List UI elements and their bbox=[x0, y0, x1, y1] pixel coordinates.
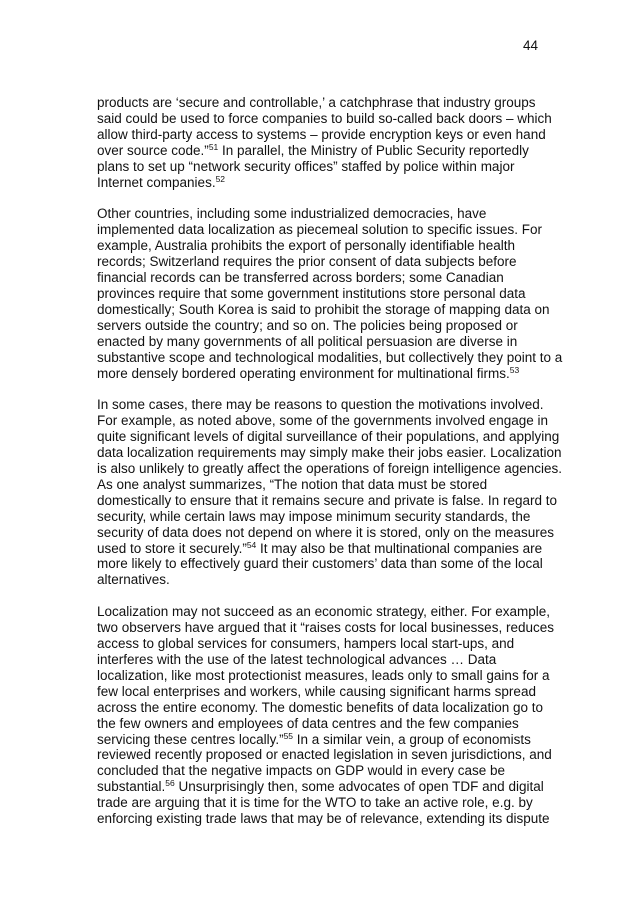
footnote-reference: 51 bbox=[208, 141, 219, 152]
text-run: access to global services for consumers, hampers local start-ups, and bbox=[97, 636, 515, 652]
text-run: quite significant levels of digital surveillance of their populations, and applying bbox=[97, 429, 560, 445]
text-run: trade are arguing that it is time for the WTO to take an active role, e.g. by bbox=[97, 795, 533, 811]
text-line bbox=[97, 286, 545, 302]
text-line bbox=[97, 413, 549, 429]
footnote-reference: 54 bbox=[246, 539, 257, 550]
text-line bbox=[97, 811, 550, 827]
text-run: plans to set up “network security offices” staffed by police within major bbox=[97, 158, 515, 174]
text-line bbox=[97, 110, 552, 127]
text-run: more likely to effectively guard their customers’ data than some of the local bbox=[97, 556, 543, 572]
text-line bbox=[97, 604, 550, 620]
footnote-reference: 53 bbox=[509, 364, 520, 375]
text-line bbox=[97, 492, 557, 509]
text-run: Other countries, including some industrialized democracies, have bbox=[97, 206, 487, 222]
text-line bbox=[97, 349, 563, 366]
text-run: is also unlikely to greatly affect the operations of foreign intelligence agencies. bbox=[97, 461, 563, 477]
text-line bbox=[97, 556, 545, 572]
text-run: example, Australia prohibits the export of personally identifiable health bbox=[97, 238, 515, 254]
text-run: It may also be that multinational companies are bbox=[256, 540, 543, 556]
paragraph bbox=[97, 95, 552, 190]
text-run: few local enterprises and workers, while causing significant harms spread bbox=[97, 683, 536, 699]
text-line bbox=[97, 334, 545, 350]
text-run: used to store it securely.” bbox=[97, 540, 247, 556]
text-line bbox=[97, 477, 545, 493]
text-line bbox=[97, 238, 545, 254]
text-run: Internet companies. bbox=[97, 174, 216, 190]
text-run: alternatives. bbox=[97, 572, 170, 588]
text-line bbox=[97, 763, 545, 779]
page-number: 44 bbox=[522, 38, 538, 53]
text-line bbox=[97, 779, 545, 795]
text-line bbox=[97, 667, 550, 684]
text-line bbox=[97, 143, 545, 159]
text-run: enacted by many governments of all political persuasion are diverse in bbox=[97, 333, 518, 349]
text-line bbox=[97, 366, 545, 382]
text-run: servicing these centres locally.” bbox=[97, 731, 284, 747]
text-line bbox=[97, 159, 545, 175]
text-run: data localization requirements may simply make their jobs easier. Localization bbox=[97, 445, 562, 461]
text-run: implemented data localization as piecemeal solution to specific issues. For bbox=[97, 222, 542, 238]
text-run: security, while certain laws may impose minimum security standards, the bbox=[97, 508, 531, 524]
text-run: reviewed recently proposed or enacted legislation in seven jurisdictions, and bbox=[97, 747, 552, 763]
text-run: the few owners and employees of data centres and the few companies bbox=[97, 715, 519, 731]
text-run: substantial. bbox=[97, 779, 166, 795]
text-run: Localization may not succeed as an economic strategy, either. For example, bbox=[97, 604, 550, 620]
text-run: said could be used to force companies to build so-called back doors – which bbox=[97, 110, 552, 126]
text-run: substantive scope and technological modalities, but collectively they point to a bbox=[97, 349, 563, 365]
text-line bbox=[97, 795, 545, 811]
text-run: provinces require that some government institutions store personal data bbox=[97, 285, 526, 301]
text-run: domestically to ensure that it remains secure and private is false. In regard to bbox=[97, 492, 557, 508]
body-text bbox=[97, 95, 563, 843]
text-line bbox=[97, 301, 550, 318]
text-line bbox=[97, 95, 545, 111]
text-run: concluded that the negative impacts on GDP would in every case be bbox=[97, 763, 505, 779]
text-run: In a similar vein, a group of economists bbox=[293, 731, 531, 747]
text-run: across the entire economy. The domestic benefits of data localization go to bbox=[97, 699, 544, 715]
text-run: For example, as noted above, some of the governments involved engage in bbox=[97, 413, 549, 429]
text-run: two observers have argued that it “raises costs for local businesses, reduces bbox=[97, 620, 554, 636]
footnote-reference: 56 bbox=[165, 778, 175, 789]
text-line bbox=[97, 175, 545, 191]
text-run: records; Switzerland requires the prior consent of data subjects before bbox=[97, 254, 517, 270]
text-line bbox=[97, 684, 545, 700]
text-run: allow third-party access to systems – provide encryption keys or even hand bbox=[97, 126, 546, 142]
text-run: interferes with the use of the latest technological advances … Data bbox=[97, 652, 497, 667]
text-line bbox=[97, 636, 545, 652]
text-line bbox=[97, 254, 545, 270]
text-run: over source code.” bbox=[97, 142, 209, 158]
text-run: security of data does not depend on where it is stored, only on the measures bbox=[97, 524, 555, 540]
text-line bbox=[97, 461, 563, 477]
paragraph bbox=[97, 397, 563, 588]
text-line bbox=[97, 270, 545, 286]
paragraph bbox=[97, 604, 554, 827]
text-line bbox=[97, 541, 545, 557]
text-line bbox=[97, 429, 560, 445]
paragraph bbox=[97, 206, 563, 381]
text-line bbox=[97, 509, 545, 525]
text-run: servers outside the country; and so on. The policies being proposed or bbox=[97, 317, 518, 333]
text-line bbox=[97, 572, 545, 588]
footnote-reference: 55 bbox=[283, 730, 294, 741]
text-run: more densely bordered operating environment for multinational firms. bbox=[97, 365, 510, 381]
text-run: domestically; South Korea is said to prohibit the storage of mapping data on bbox=[97, 301, 550, 317]
text-run: In parallel, the Ministry of Public Security reportedly bbox=[218, 142, 529, 158]
text-line bbox=[97, 524, 555, 541]
text-line bbox=[97, 700, 545, 716]
text-line bbox=[97, 206, 545, 222]
text-run: localization, like most protectionist measures, leads only to small gains for a bbox=[97, 667, 550, 683]
text-run: enforcing existing trade laws that may be of relevance, extending its dispute bbox=[97, 811, 550, 827]
text-run: products are ‘secure and controllable,’ a catchphrase that industry groups bbox=[97, 95, 536, 110]
footnote-reference: 52 bbox=[215, 173, 226, 184]
text-line bbox=[97, 445, 562, 461]
text-run: financial records can be transferred across borders; some Canadian bbox=[97, 270, 504, 286]
text-line bbox=[97, 652, 545, 668]
text-run: Unsurprisingly then, some advocates of open TDF and digital bbox=[174, 779, 544, 795]
text-line bbox=[97, 127, 545, 143]
text-run: As one analyst summarizes, “The notion that data must be stored bbox=[97, 476, 488, 492]
text-run: In some cases, there may be reasons to question the motivations involved. bbox=[97, 397, 544, 413]
text-line bbox=[97, 732, 545, 748]
text-line bbox=[97, 716, 545, 732]
text-line bbox=[97, 620, 554, 636]
text-line bbox=[97, 318, 545, 334]
text-line bbox=[97, 397, 545, 413]
text-line bbox=[97, 222, 545, 238]
text-line bbox=[97, 747, 552, 763]
